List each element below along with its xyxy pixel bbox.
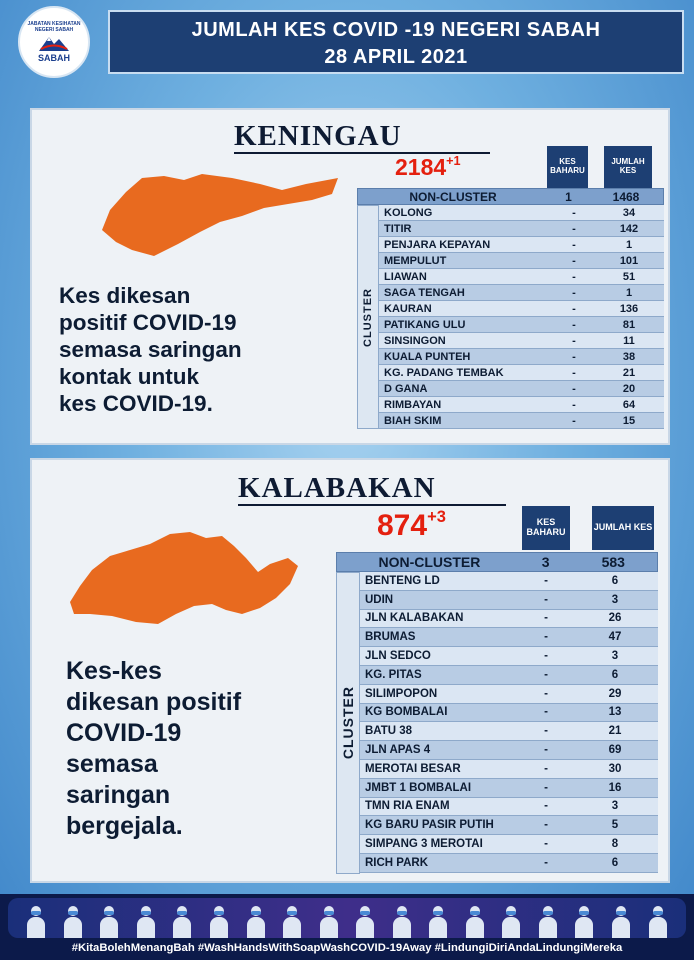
- non-cluster-new: 1: [565, 189, 572, 204]
- cluster-total: 6: [611, 574, 619, 587]
- cluster-name: SILIMPOPON: [365, 687, 438, 700]
- description-line: Kes-kes: [66, 657, 162, 685]
- cluster-new: -: [544, 650, 548, 663]
- cluster-name: BENTENG LD: [365, 574, 440, 587]
- person-icon: [428, 904, 448, 938]
- cluster-new: -: [544, 687, 548, 700]
- cluster-total: 101: [619, 254, 639, 267]
- person-icon: [355, 904, 375, 938]
- cluster-new: -: [572, 270, 576, 283]
- cluster-name: LIAWAN: [384, 270, 427, 283]
- cluster-name: PATIKANG ULU: [384, 318, 466, 331]
- cluster-total: 69: [608, 744, 622, 757]
- cluster-total: 5: [611, 819, 619, 832]
- description-line: semasa saringan: [59, 337, 242, 362]
- cluster-new: -: [572, 254, 576, 267]
- non-cluster-row: [357, 188, 664, 205]
- cluster-total: 81: [622, 318, 636, 331]
- title-line-2: 28 APRIL 2021: [324, 46, 468, 68]
- cluster-name: JLN KALABAKAN: [365, 612, 464, 625]
- cluster-total: 142: [619, 222, 639, 235]
- cluster-total: 3: [611, 650, 619, 663]
- cluster-name: MEMPULUT: [384, 254, 447, 267]
- cluster-total: 16: [608, 781, 622, 794]
- description-line: bergejala.: [66, 812, 183, 840]
- cluster-total: 1: [625, 238, 633, 251]
- table-row: [379, 333, 664, 349]
- description-line: Kes dikesan: [59, 283, 191, 308]
- cluster-new: -: [544, 856, 548, 869]
- person-icon: [136, 904, 156, 938]
- cluster-total: 3: [611, 800, 619, 813]
- cluster-new: -: [544, 838, 548, 851]
- person-icon: [611, 904, 631, 938]
- person-icon: [465, 904, 485, 938]
- person-icon: [172, 904, 192, 938]
- cluster-new: -: [572, 238, 576, 251]
- person-icon: [99, 904, 119, 938]
- kalabakan-map-icon: [66, 526, 302, 630]
- table-row: [360, 835, 658, 854]
- table-row: [360, 798, 658, 817]
- table-row: [360, 722, 658, 741]
- cluster-name: JLN SEDCO: [365, 650, 431, 663]
- cluster-new: -: [572, 286, 576, 299]
- description-line: COVID-19: [66, 719, 182, 747]
- person-icon: [319, 904, 339, 938]
- cluster-new: -: [572, 382, 576, 395]
- cluster-new: -: [544, 781, 548, 794]
- district-name: KALABAKAN: [238, 472, 436, 504]
- cluster-name: BIAH SKIM: [384, 414, 442, 427]
- table-row: [360, 779, 658, 798]
- table-row: [360, 591, 658, 610]
- table-row: [379, 365, 664, 381]
- table-row: [379, 269, 664, 285]
- table-row: [379, 413, 664, 429]
- total-value: 2184: [395, 154, 447, 181]
- table-row: [360, 628, 658, 647]
- column-header-new-cases: KES BAHARU: [547, 146, 588, 188]
- cluster-table: [336, 506, 658, 876]
- sabah-health-logo: [18, 6, 90, 78]
- non-cluster-new: 3: [541, 554, 550, 570]
- person-icon: [26, 904, 46, 938]
- cluster-total: 51: [622, 270, 636, 283]
- cluster-name: D GANA: [384, 382, 428, 395]
- cluster-new: -: [544, 762, 548, 775]
- cluster-new: -: [572, 206, 576, 219]
- description-line: kes COVID-19.: [59, 391, 213, 416]
- table-row: [360, 685, 658, 704]
- table-row: [379, 253, 664, 269]
- person-icon: [538, 904, 558, 938]
- cluster-name: UDIN: [365, 593, 394, 606]
- cluster-name: MEROTAI BESAR: [365, 762, 461, 775]
- table-row: [379, 221, 664, 237]
- cluster-total: 6: [611, 668, 619, 681]
- cluster-new: -: [544, 612, 548, 625]
- table-row: [379, 317, 664, 333]
- cluster-new: -: [544, 668, 548, 681]
- cluster-total: 34: [622, 206, 636, 219]
- cluster-total: 30: [608, 762, 622, 775]
- cluster-name: KG. PADANG TEMBAK: [384, 366, 504, 379]
- table-row: [360, 816, 658, 835]
- cluster-name: BRUMAS: [365, 631, 416, 644]
- title-line-1: JUMLAH KES COVID -19 NEGERI SABAH: [191, 19, 601, 41]
- cluster-new: -: [544, 744, 548, 757]
- cluster-new: -: [572, 334, 576, 347]
- cluster-total: 21: [608, 725, 622, 738]
- cluster-new: -: [572, 366, 576, 379]
- keningau-map-icon: [92, 170, 342, 262]
- cluster-rows: [360, 572, 658, 873]
- new-cases-value: +3: [427, 508, 446, 526]
- description-line: kontak untuk: [59, 364, 200, 389]
- table-row: [360, 704, 658, 723]
- cluster-total: 64: [622, 398, 636, 411]
- table-row: [379, 397, 664, 413]
- cluster-total: 3: [611, 593, 619, 606]
- cluster-new: -: [572, 414, 576, 427]
- hashtags: #KitaBolehMenangBah #WashHandsWithSoapWashCOVID-19Away #LindungiDiriAndaLindungiMereka: [71, 942, 623, 954]
- cluster-new: -: [572, 318, 576, 331]
- cluster-new: -: [544, 574, 548, 587]
- cluster-total: 47: [608, 631, 622, 644]
- cluster-name: SINSINGON: [384, 334, 446, 347]
- total-value: 874: [377, 509, 428, 543]
- district-panel-kalabakan: [30, 458, 670, 883]
- cluster-name: JMBT 1 BOMBALAI: [365, 781, 472, 794]
- table-row: [360, 666, 658, 685]
- cluster-name: SIMPANG 3 MEROTAI: [365, 838, 483, 851]
- cluster-name: RICH PARK: [365, 856, 429, 869]
- new-cases-value: +1: [446, 154, 461, 168]
- frontliner-icons-strip: [8, 898, 686, 938]
- cluster-name: KG BARU PASIR PUTIH: [365, 819, 494, 832]
- column-header-total-cases: JUMLAH KES: [592, 506, 654, 550]
- cluster-total: 29: [608, 687, 622, 700]
- cluster-new: -: [544, 706, 548, 719]
- cluster-side-label: [336, 572, 360, 874]
- table-row: [379, 381, 664, 397]
- district-panel-keningau: [30, 108, 670, 445]
- district-description: [66, 656, 241, 842]
- description-line: semasa: [66, 750, 158, 778]
- column-header-new-cases: KES BAHARU: [522, 506, 570, 550]
- cluster-name: KOLONG: [384, 206, 433, 219]
- cluster-rows: [379, 205, 664, 429]
- cluster-new: -: [572, 302, 576, 315]
- cluster-name: BATU 38: [365, 725, 413, 738]
- cluster-name: TMN RIA ENAM: [365, 800, 450, 813]
- cluster-total: 1: [625, 286, 633, 299]
- person-icon: [648, 904, 668, 938]
- person-icon: [392, 904, 412, 938]
- cluster-name: KAURAN: [384, 302, 432, 315]
- cluster-label: CLUSTER: [340, 686, 356, 760]
- table-row: [379, 301, 664, 317]
- table-row: [379, 349, 664, 365]
- cluster-new: -: [544, 631, 548, 644]
- cluster-total: 20: [622, 382, 636, 395]
- table-row: [379, 285, 664, 301]
- column-header-total-cases: JUMLAH KES: [604, 146, 652, 188]
- cluster-total: 26: [608, 612, 622, 625]
- cluster-name: JLN APAS 4: [365, 744, 431, 757]
- non-cluster-label: NON-CLUSTER: [378, 554, 481, 570]
- cluster-name: KG BOMBALAI: [365, 706, 448, 719]
- cluster-total: 8: [611, 838, 619, 851]
- cluster-total: 11: [623, 334, 635, 347]
- person-icon: [501, 904, 521, 938]
- logo-name: SABAH: [37, 53, 70, 63]
- cluster-new: -: [544, 819, 548, 832]
- table-row: [379, 237, 664, 253]
- table-row: [360, 760, 658, 779]
- non-cluster-row: [336, 552, 658, 572]
- cluster-total: 38: [622, 350, 636, 363]
- description-line: dikesan positif: [66, 688, 242, 716]
- district-description: [59, 282, 242, 417]
- cluster-total: 21: [622, 366, 636, 379]
- table-row: [360, 572, 658, 591]
- cluster-name: SAGA TENGAH: [384, 286, 465, 299]
- cluster-new: -: [544, 593, 548, 606]
- cluster-name: KUALA PUNTEH: [384, 350, 471, 363]
- cluster-side-label: [357, 205, 379, 429]
- cluster-new: -: [544, 725, 548, 738]
- cluster-new: -: [572, 398, 576, 411]
- district-name: KENINGAU: [234, 120, 402, 152]
- description-line: saringan: [66, 781, 171, 809]
- person-icon: [282, 904, 302, 938]
- cluster-name: RIMBAYAN: [384, 398, 442, 411]
- person-icon: [209, 904, 229, 938]
- table-row: [379, 205, 664, 221]
- table-row: [360, 647, 658, 666]
- cluster-total: 136: [619, 302, 639, 315]
- description-line: positif COVID-19: [59, 310, 237, 335]
- table-row: [360, 741, 658, 760]
- cluster-name: KG. PITAS: [365, 668, 422, 681]
- non-cluster-label: NON-CLUSTER: [409, 189, 497, 204]
- cluster-table: [357, 146, 664, 434]
- table-row: [360, 854, 658, 873]
- person-icon: [63, 904, 83, 938]
- cluster-label: CLUSTER: [362, 287, 374, 347]
- person-icon: [574, 904, 594, 938]
- cluster-name: PENJARA KEPAYAN: [384, 238, 491, 251]
- cluster-new: -: [572, 350, 576, 363]
- non-cluster-total: 1468: [612, 189, 640, 204]
- table-row: [360, 610, 658, 629]
- person-icon: [246, 904, 266, 938]
- cluster-new: -: [544, 800, 548, 813]
- logo-top-text: JABATAN KESIHATAN NEGERI SABAH: [27, 21, 81, 33]
- cluster-new: -: [572, 222, 576, 235]
- non-cluster-total: 583: [601, 554, 625, 570]
- logo-mountain-icon: [37, 33, 71, 53]
- cluster-name: TITIR: [384, 222, 412, 235]
- page-title: [108, 10, 684, 74]
- cluster-total: 13: [608, 706, 622, 719]
- cluster-total: 15: [622, 414, 636, 427]
- footer-banner: [0, 894, 694, 960]
- cluster-total: 6: [611, 856, 619, 869]
